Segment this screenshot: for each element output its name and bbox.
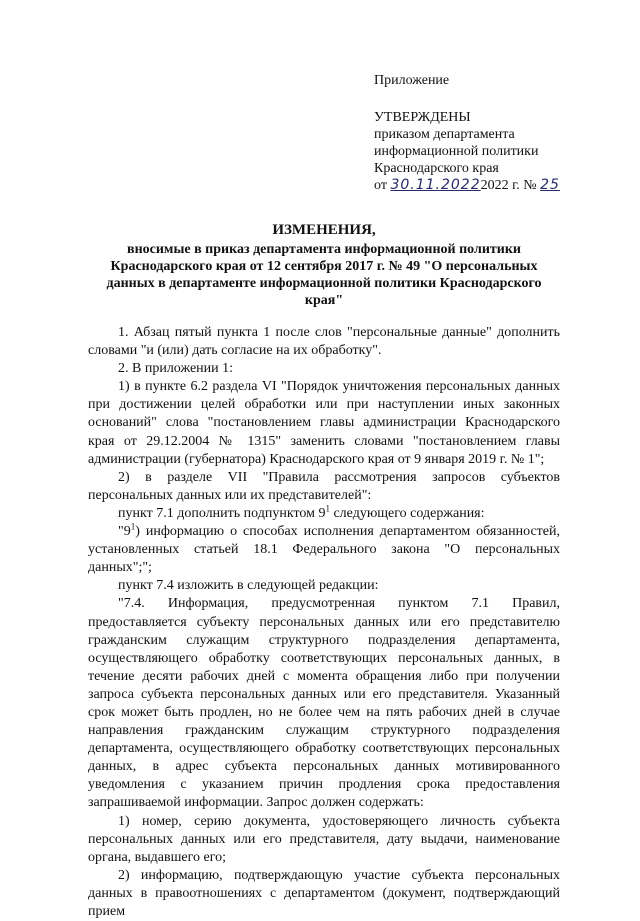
paragraph-5 (88, 505, 560, 523)
approval-block (374, 72, 560, 194)
appendix-label: Приложение (374, 73, 450, 88)
paragraph-6-text: "9 (118, 524, 131, 540)
paragraph-6 (88, 523, 560, 577)
paragraph-9: 1) номер, серию документа, удостоверяющего личность субъекта персональных данных или его представителя, дату выдачи, наименование органа, выдавшего его; (88, 813, 560, 865)
date-prefix: от (374, 178, 387, 193)
document-subtitle: вносимые в приказ департамента информационной политики Краснодарского края от 12 сентября 2017 г. № 49 "О персональных данных в департаменте информационной политики Краснодарского края" (106, 242, 542, 308)
approval-line-2: информационной политики (374, 144, 539, 159)
date-suffix: 2022 г. № (480, 178, 537, 193)
document-heading (90, 222, 558, 309)
handwritten-date: 30.11.2022 (390, 177, 481, 193)
paragraph-1: 1. Абзац пятый пункта 1 после слов "персональные данные" дополнить словами "и (или) дать согласие на их обработку". (88, 325, 560, 359)
handwritten-number: 25 (540, 177, 560, 193)
document-title: ИЗМЕНЕНИЯ, (272, 222, 376, 238)
paragraph-4: 2) в разделе VII "Правила рассмотрения запросов субъектов персональных данных или их представителей": (88, 469, 560, 503)
paragraph-6-text-end: ) информацию о способах исполнения департаментом обязанностей, установленных статьей 18.1 Федерального закона "О персональных данных";"; (88, 524, 560, 576)
approval-line-1: приказом департамента (374, 127, 515, 142)
paragraph-10: 2) информацию, подтверждающую участие субъекта персональных данных в правоотношениях с департаментом (документ, подтверждающий прием (88, 867, 560, 919)
approval-date-line (374, 177, 560, 194)
paragraph-3: 1) в пункте 6.2 раздела VI "Порядок уничтожения персональных данных при достижении целей обработки или при наступлении иных законных оснований" слова "постановлением главы администрации Краснодарского края от 29.12.2004 № 1315" заменить словами "постановлением главы администрации (губернатора) Краснодарского края от 9 января 2019 г. № 1"; (88, 379, 560, 467)
paragraph-7: пункт 7.4 изложить в следующей редакции: (118, 578, 379, 594)
approved-label: УТВЕРЖДЕНЫ (374, 110, 471, 125)
paragraph-5-text-end: следующего содержания: (329, 505, 485, 521)
paragraph-5-text: пункт 7.1 дополнить подпунктом 9 (118, 505, 326, 521)
paragraph-2: 2. В приложении 1: (118, 361, 234, 377)
paragraph-8: "7.4. Информация, предусмотренная пунктом 7.1 Правил, предоставляется субъекту персональных данных или его представителю гражданским служащим структурного подразделения департамента, осуществляющего обработку соответствующих персональных данных, в течение десяти рабочих дней с момента обращения либо при получении запроса субъекта персональных данных или его представителя. Указанный срок может быть продлен, но не более чем на пять рабочих дней в случае направления гражданским служащим структурного подразделения департамента, осуществляющего обработку соответствующих персональных данных, в адрес субъекта персональных данных мотивированного уведомления с указанием причин продления срока предоставления запрашиваемой информации. Запрос должен содержать: (88, 596, 560, 811)
document-body (88, 324, 560, 921)
superscript: 1 (325, 503, 330, 514)
superscript: 1 (130, 521, 136, 532)
approval-line-3: Краснодарского края (374, 161, 499, 176)
